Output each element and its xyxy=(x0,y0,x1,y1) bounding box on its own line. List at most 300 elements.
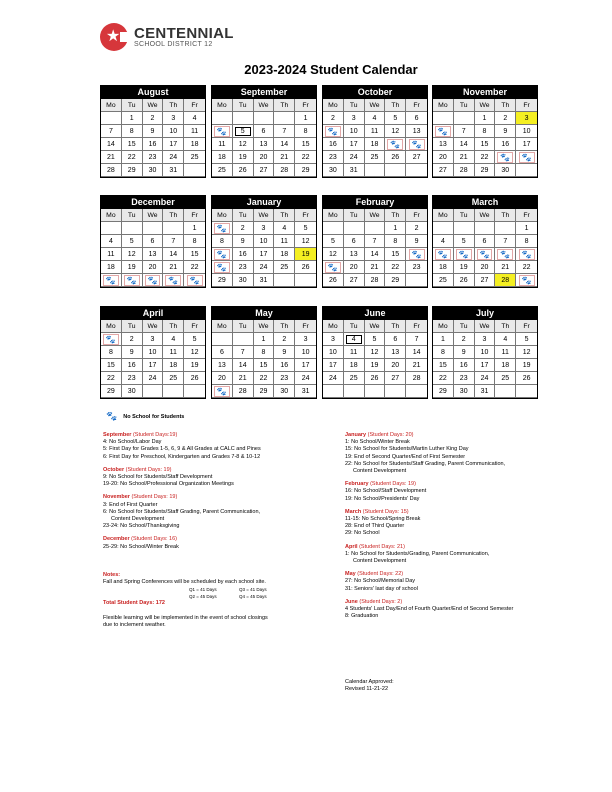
no-school-day xyxy=(212,125,233,138)
note-line: 19-20: No School/Professional Organization Meetings xyxy=(103,481,234,488)
day-header: Mo xyxy=(433,209,454,222)
empty-cell xyxy=(495,222,516,235)
day-cell: 18 xyxy=(344,359,365,372)
month-november xyxy=(432,85,538,178)
no-school-day xyxy=(212,222,233,235)
note-line: 19: No School/Presidents' Day xyxy=(345,495,420,502)
empty-cell xyxy=(454,112,475,125)
day-cell: 10 xyxy=(475,346,496,359)
day-cell: 24 xyxy=(143,372,164,385)
notes-section-june xyxy=(345,599,575,621)
day-cell: 13 xyxy=(212,359,233,372)
day-cell: 4 xyxy=(495,333,516,346)
no-school-day xyxy=(212,248,233,261)
day-cell: 22 xyxy=(475,151,496,164)
day-cell: 2 xyxy=(143,112,164,125)
day-cell: 20 xyxy=(254,151,275,164)
day-header: Mo xyxy=(212,209,233,222)
day-header: Th xyxy=(163,209,184,222)
day-cell: 20 xyxy=(385,359,406,372)
note-line: 27: No School/Memorial Day xyxy=(345,578,416,585)
day-cell: 21 xyxy=(101,151,122,164)
day-cell: 5 xyxy=(516,333,537,346)
day-cell: 23 xyxy=(122,372,143,385)
empty-cell xyxy=(344,222,365,235)
logo-subtitle: SCHOOL DISTRICT 12 xyxy=(134,40,213,48)
no-school-day xyxy=(475,248,496,261)
empty-cell xyxy=(406,385,427,398)
day-cell: 29 xyxy=(122,164,143,177)
day-cell: 30 xyxy=(323,164,344,177)
empty-cell xyxy=(454,222,475,235)
day-header: Fr xyxy=(295,209,316,222)
day-cell: 20 xyxy=(433,151,454,164)
day-header: Tu xyxy=(122,320,143,333)
day-cell: 21 xyxy=(233,372,254,385)
day-cell: 26 xyxy=(516,372,537,385)
note-line: Content Development xyxy=(353,468,407,475)
day-cell: 16 xyxy=(495,138,516,151)
empty-cell xyxy=(143,385,164,398)
empty-cell xyxy=(406,164,427,177)
day-cell: 19 xyxy=(295,248,316,261)
day-cell: 11 xyxy=(365,125,386,138)
empty-cell xyxy=(254,112,275,125)
section-heading: November (Student Days: 19) xyxy=(103,494,178,501)
day-cell: 20 xyxy=(475,261,496,274)
day-header: Fr xyxy=(295,99,316,112)
day-header: Th xyxy=(385,209,406,222)
day-cell: 11 xyxy=(274,235,295,248)
day-cell: 28 xyxy=(101,164,122,177)
day-header: Tu xyxy=(233,99,254,112)
day-cell: 25 xyxy=(274,261,295,274)
day-header: Fr xyxy=(295,320,316,333)
section-heading: June (Student Days: 2) xyxy=(345,598,403,605)
day-cell: 22 xyxy=(433,372,454,385)
paw-icon: 🐾 xyxy=(187,275,203,286)
footer xyxy=(345,679,394,693)
no-school-day xyxy=(184,274,205,287)
district-logo xyxy=(100,22,234,52)
no-school-day xyxy=(516,248,537,261)
day-cell: 2 xyxy=(323,112,344,125)
day-cell: 16 xyxy=(122,359,143,372)
day-cell: 12 xyxy=(233,138,254,151)
paw-icon: 🐾 xyxy=(214,262,230,273)
no-school-day xyxy=(163,274,184,287)
day-cell: 8 xyxy=(295,125,316,138)
empty-cell xyxy=(433,222,454,235)
day-cell: 24 xyxy=(163,151,184,164)
day-header: Tu xyxy=(233,320,254,333)
empty-cell xyxy=(365,164,386,177)
note-line: 16: No School/Staff Development xyxy=(345,488,427,495)
day-header: Mo xyxy=(212,99,233,112)
day-cell: 18 xyxy=(365,138,386,151)
day-cell: 17 xyxy=(295,359,316,372)
legend xyxy=(106,411,184,422)
paw-icon: 🐾 xyxy=(409,249,425,260)
day-cell: 11 xyxy=(163,346,184,359)
day-header: Mo xyxy=(101,99,122,112)
day-cell: 4 xyxy=(433,235,454,248)
day-header: We xyxy=(365,209,386,222)
page-title: 2023-2024 Student Calendar xyxy=(244,62,418,77)
flex-learning-note-1: Flexible learning will be implemented in the event of school closings xyxy=(103,614,268,621)
day-cell: 27 xyxy=(385,372,406,385)
day-cell: 3 xyxy=(516,112,537,125)
day-cell xyxy=(344,333,365,346)
paw-icon: 🐾 xyxy=(106,411,118,421)
logo-star-icon: ★ xyxy=(100,23,128,51)
day-cell: 10 xyxy=(516,125,537,138)
day-header: Th xyxy=(274,99,295,112)
day-cell: 16 xyxy=(233,248,254,261)
day-cell: 3 xyxy=(163,112,184,125)
day-cell: 26 xyxy=(323,274,344,287)
day-cell: 25 xyxy=(184,151,205,164)
day-header: Mo xyxy=(433,320,454,333)
no-school-day xyxy=(101,333,122,346)
section-heading: September (Student Days:19) xyxy=(103,432,178,438)
empty-cell xyxy=(406,274,427,287)
day-cell: 2 xyxy=(406,222,427,235)
empty-cell xyxy=(163,385,184,398)
month-july xyxy=(432,306,538,399)
day-cell: 3 xyxy=(323,333,344,346)
day-cell: 1 xyxy=(433,333,454,346)
day-header: Fr xyxy=(184,99,205,112)
day-cell: 5 xyxy=(454,235,475,248)
day-cell: 13 xyxy=(143,248,164,261)
day-header: We xyxy=(365,99,386,112)
day-cell: 21 xyxy=(454,151,475,164)
no-school-day xyxy=(516,151,537,164)
day-cell: 3 xyxy=(295,333,316,346)
day-cell: 19 xyxy=(122,261,143,274)
no-school-day xyxy=(495,151,516,164)
day-cell: 27 xyxy=(254,164,275,177)
day-header: We xyxy=(475,99,496,112)
q3-days: Q3 = 41 Days xyxy=(239,587,267,593)
day-cell: 28 xyxy=(454,164,475,177)
day-cell: 30 xyxy=(122,385,143,398)
day-header: Tu xyxy=(233,209,254,222)
day-cell: 5 xyxy=(385,112,406,125)
empty-cell xyxy=(184,164,205,177)
day-cell: 4 xyxy=(365,112,386,125)
day-cell: 25 xyxy=(163,372,184,385)
day-cell: 7 xyxy=(495,235,516,248)
day-cell: 18 xyxy=(274,248,295,261)
day-cell: 3 xyxy=(143,333,164,346)
month-title: May xyxy=(212,307,316,320)
day-cell: 11 xyxy=(184,125,205,138)
day-cell: 18 xyxy=(212,151,233,164)
month-title: July xyxy=(433,307,537,320)
day-cell: 24 xyxy=(254,261,275,274)
notes-section-february xyxy=(345,481,575,503)
day-cell: 25 xyxy=(365,151,386,164)
day-cell: 7 xyxy=(101,125,122,138)
day-cell: 8 xyxy=(101,346,122,359)
paw-icon: 🐾 xyxy=(214,249,230,260)
day-cell: 25 xyxy=(495,372,516,385)
day-cell: 12 xyxy=(516,346,537,359)
paw-icon: 🐾 xyxy=(519,152,535,163)
day-cell: 10 xyxy=(295,346,316,359)
empty-cell xyxy=(101,112,122,125)
section-heading: October (Student Days: 19) xyxy=(103,466,172,473)
note-line: 6: No School for Students/Staff Grading, Parent Communication, xyxy=(103,508,261,515)
day-cell: 30 xyxy=(454,385,475,398)
month-title: August xyxy=(101,86,205,99)
empty-cell xyxy=(323,385,344,398)
q4-days: Q4 = 45 Days xyxy=(239,594,267,600)
day-cell: 10 xyxy=(344,125,365,138)
paw-icon: 🐾 xyxy=(214,223,230,234)
day-cell: 3 xyxy=(254,222,275,235)
day-cell: 12 xyxy=(122,248,143,261)
day-cell: 8 xyxy=(475,125,496,138)
month-title: November xyxy=(433,86,537,99)
day-cell: 31 xyxy=(295,385,316,398)
month-april xyxy=(100,306,206,399)
day-cell: 1 xyxy=(254,333,275,346)
note-line: 28: End of Third Quarter xyxy=(345,523,405,530)
month-title: October xyxy=(323,86,427,99)
day-cell: 27 xyxy=(406,151,427,164)
day-cell: 22 xyxy=(516,261,537,274)
no-school-day xyxy=(406,248,427,261)
day-cell: 29 xyxy=(212,274,233,287)
day-cell: 1 xyxy=(122,112,143,125)
day-cell: 14 xyxy=(233,359,254,372)
day-cell: 13 xyxy=(254,138,275,151)
day-cell: 22 xyxy=(385,261,406,274)
day-cell: 19 xyxy=(233,151,254,164)
day-cell: 29 xyxy=(254,385,275,398)
month-title: December xyxy=(101,196,205,209)
note-line: 4: No School/Labor Day xyxy=(103,439,162,446)
note-line: 1: No School/Winter Break xyxy=(345,439,410,446)
section-heading: March (Student Days: 15) xyxy=(345,508,409,515)
day-cell: 2 xyxy=(122,333,143,346)
day-cell: 18 xyxy=(433,261,454,274)
day-cell: 9 xyxy=(233,235,254,248)
day-cell: 6 xyxy=(344,235,365,248)
empty-cell xyxy=(122,222,143,235)
empty-cell xyxy=(385,164,406,177)
day-cell: 13 xyxy=(433,138,454,151)
day-cell: 30 xyxy=(233,274,254,287)
day-cell: 11 xyxy=(101,248,122,261)
note-line: 4 Students' Last Day/End of Fourth Quarter/End of Second Semester xyxy=(345,606,514,613)
no-school-day xyxy=(495,248,516,261)
day-header: Mo xyxy=(323,209,344,222)
day-cell: 5 xyxy=(323,235,344,248)
day-cell: 20 xyxy=(143,261,164,274)
day-header: Th xyxy=(495,320,516,333)
month-title: March xyxy=(433,196,537,209)
empty-cell xyxy=(433,112,454,125)
no-school-day xyxy=(385,138,406,151)
day-cell: 9 xyxy=(454,346,475,359)
day-cell: 29 xyxy=(385,274,406,287)
day-cell: 14 xyxy=(163,248,184,261)
day-header: Tu xyxy=(344,99,365,112)
day-cell: 10 xyxy=(323,346,344,359)
day-cell: 31 xyxy=(475,385,496,398)
total-student-days: Total Student Days: 172 xyxy=(103,600,165,607)
day-cell: 16 xyxy=(323,138,344,151)
day-cell: 5 xyxy=(122,235,143,248)
day-cell: 19 xyxy=(454,261,475,274)
day-cell: 3 xyxy=(475,333,496,346)
month-february xyxy=(322,195,428,288)
day-cell: 17 xyxy=(143,359,164,372)
note-line: 1: No School for Students/Grading, Parent Communication, xyxy=(345,550,490,557)
day-header: Th xyxy=(163,99,184,112)
day-cell: 19 xyxy=(516,359,537,372)
paw-icon: 🐾 xyxy=(456,249,472,260)
day-cell: 4 xyxy=(163,333,184,346)
empty-cell xyxy=(365,222,386,235)
day-cell: 8 xyxy=(254,346,275,359)
day-cell: 22 xyxy=(254,372,275,385)
day-cell: 15 xyxy=(254,359,275,372)
notes-section-may xyxy=(345,571,575,593)
day-header: Fr xyxy=(516,320,537,333)
day-cell: 31 xyxy=(163,164,184,177)
note-line: 15: No School for Students/Martin Luther King Day xyxy=(345,446,469,453)
month-title: January xyxy=(212,196,316,209)
revision-date: Revised 11-21-22 xyxy=(345,686,389,693)
day-cell: 15 xyxy=(184,248,205,261)
day-cell: 13 xyxy=(385,346,406,359)
day-cell: 15 xyxy=(385,248,406,261)
day-header: Th xyxy=(274,209,295,222)
day-header: Fr xyxy=(406,320,427,333)
day-cell: 30 xyxy=(274,385,295,398)
day-cell: 7 xyxy=(163,235,184,248)
day-cell: 25 xyxy=(344,372,365,385)
paw-icon: 🐾 xyxy=(103,275,119,286)
empty-cell xyxy=(101,222,122,235)
day-cell: 28 xyxy=(233,385,254,398)
paw-icon: 🐾 xyxy=(325,262,341,273)
day-cell: 4 xyxy=(101,235,122,248)
day-header: Mo xyxy=(433,99,454,112)
paw-icon: 🐾 xyxy=(497,249,513,260)
conferences-note: Fall and Spring Conferences will be scheduled by each school site. xyxy=(103,579,266,586)
day-cell: 15 xyxy=(101,359,122,372)
day-cell: 29 xyxy=(433,385,454,398)
day-cell: 11 xyxy=(495,346,516,359)
day-header: We xyxy=(475,320,496,333)
flex-learning-note-2: due to inclement weather. xyxy=(103,621,166,628)
empty-cell xyxy=(233,112,254,125)
day-header: We xyxy=(143,320,164,333)
day-cell: 17 xyxy=(323,359,344,372)
notes-section-april xyxy=(345,544,575,566)
notes-section-november xyxy=(103,494,333,530)
day-header: Fr xyxy=(184,320,205,333)
day-cell: 28 xyxy=(495,274,516,287)
day-cell: 17 xyxy=(475,359,496,372)
q2-days: Q2 = 45 Days xyxy=(189,594,217,600)
day-cell: 24 xyxy=(323,372,344,385)
day-cell: 6 xyxy=(212,346,233,359)
day-header: Mo xyxy=(101,320,122,333)
note-line: 5: First Day for Grades 1-5, 6, 9 & All Grades at CALC and Pines xyxy=(103,446,261,453)
day-cell: 30 xyxy=(143,164,164,177)
paw-icon: 🐾 xyxy=(387,139,403,150)
day-cell: 17 xyxy=(163,138,184,151)
day-cell: 21 xyxy=(365,261,386,274)
day-cell: 13 xyxy=(406,125,427,138)
day-header: Mo xyxy=(323,320,344,333)
note-line: 19: End of Second Quarter/End of First Semester xyxy=(345,453,466,460)
month-january xyxy=(211,195,317,288)
empty-cell xyxy=(233,333,254,346)
notes-extra xyxy=(103,572,333,629)
day-cell: 2 xyxy=(233,222,254,235)
paw-icon: 🐾 xyxy=(497,152,513,163)
day-cell: 19 xyxy=(365,359,386,372)
day-cell: 6 xyxy=(385,333,406,346)
note-line: 11-15: No School/Spring Break xyxy=(345,516,421,523)
empty-cell xyxy=(212,112,233,125)
day-cell: 9 xyxy=(274,346,295,359)
note-line: 9: No School for Students/Staff Development xyxy=(103,474,213,481)
day-cell: 17 xyxy=(516,138,537,151)
notes-left-column xyxy=(103,432,333,557)
day-cell: 5 xyxy=(184,333,205,346)
day-cell: 1 xyxy=(295,112,316,125)
day-cell: 4 xyxy=(184,112,205,125)
day-cell: 29 xyxy=(295,164,316,177)
month-title: September xyxy=(212,86,316,99)
day-header: Fr xyxy=(516,209,537,222)
notes-label: Notes: xyxy=(103,572,121,578)
day-cell: 31 xyxy=(344,164,365,177)
month-september xyxy=(211,85,317,178)
day-cell: 15 xyxy=(122,138,143,151)
paw-icon: 🐾 xyxy=(435,249,451,260)
empty-cell xyxy=(344,385,365,398)
paw-icon: 🐾 xyxy=(519,275,535,286)
day-cell: 26 xyxy=(385,151,406,164)
day-header: Th xyxy=(385,99,406,112)
day-cell: 29 xyxy=(101,385,122,398)
day-cell: 5 xyxy=(295,222,316,235)
paw-icon: 🐾 xyxy=(124,275,140,286)
section-heading: February (Student Days: 19) xyxy=(345,481,416,488)
day-header: Th xyxy=(385,320,406,333)
paw-icon: 🐾 xyxy=(103,334,119,345)
day-cell: 21 xyxy=(406,359,427,372)
day-header: Mo xyxy=(212,320,233,333)
day-cell: 28 xyxy=(274,164,295,177)
no-school-day xyxy=(323,125,344,138)
day-cell: 1 xyxy=(184,222,205,235)
day-header: Mo xyxy=(101,209,122,222)
day-number: 4 xyxy=(346,335,362,344)
day-cell: 31 xyxy=(254,274,275,287)
day-cell: 21 xyxy=(163,261,184,274)
